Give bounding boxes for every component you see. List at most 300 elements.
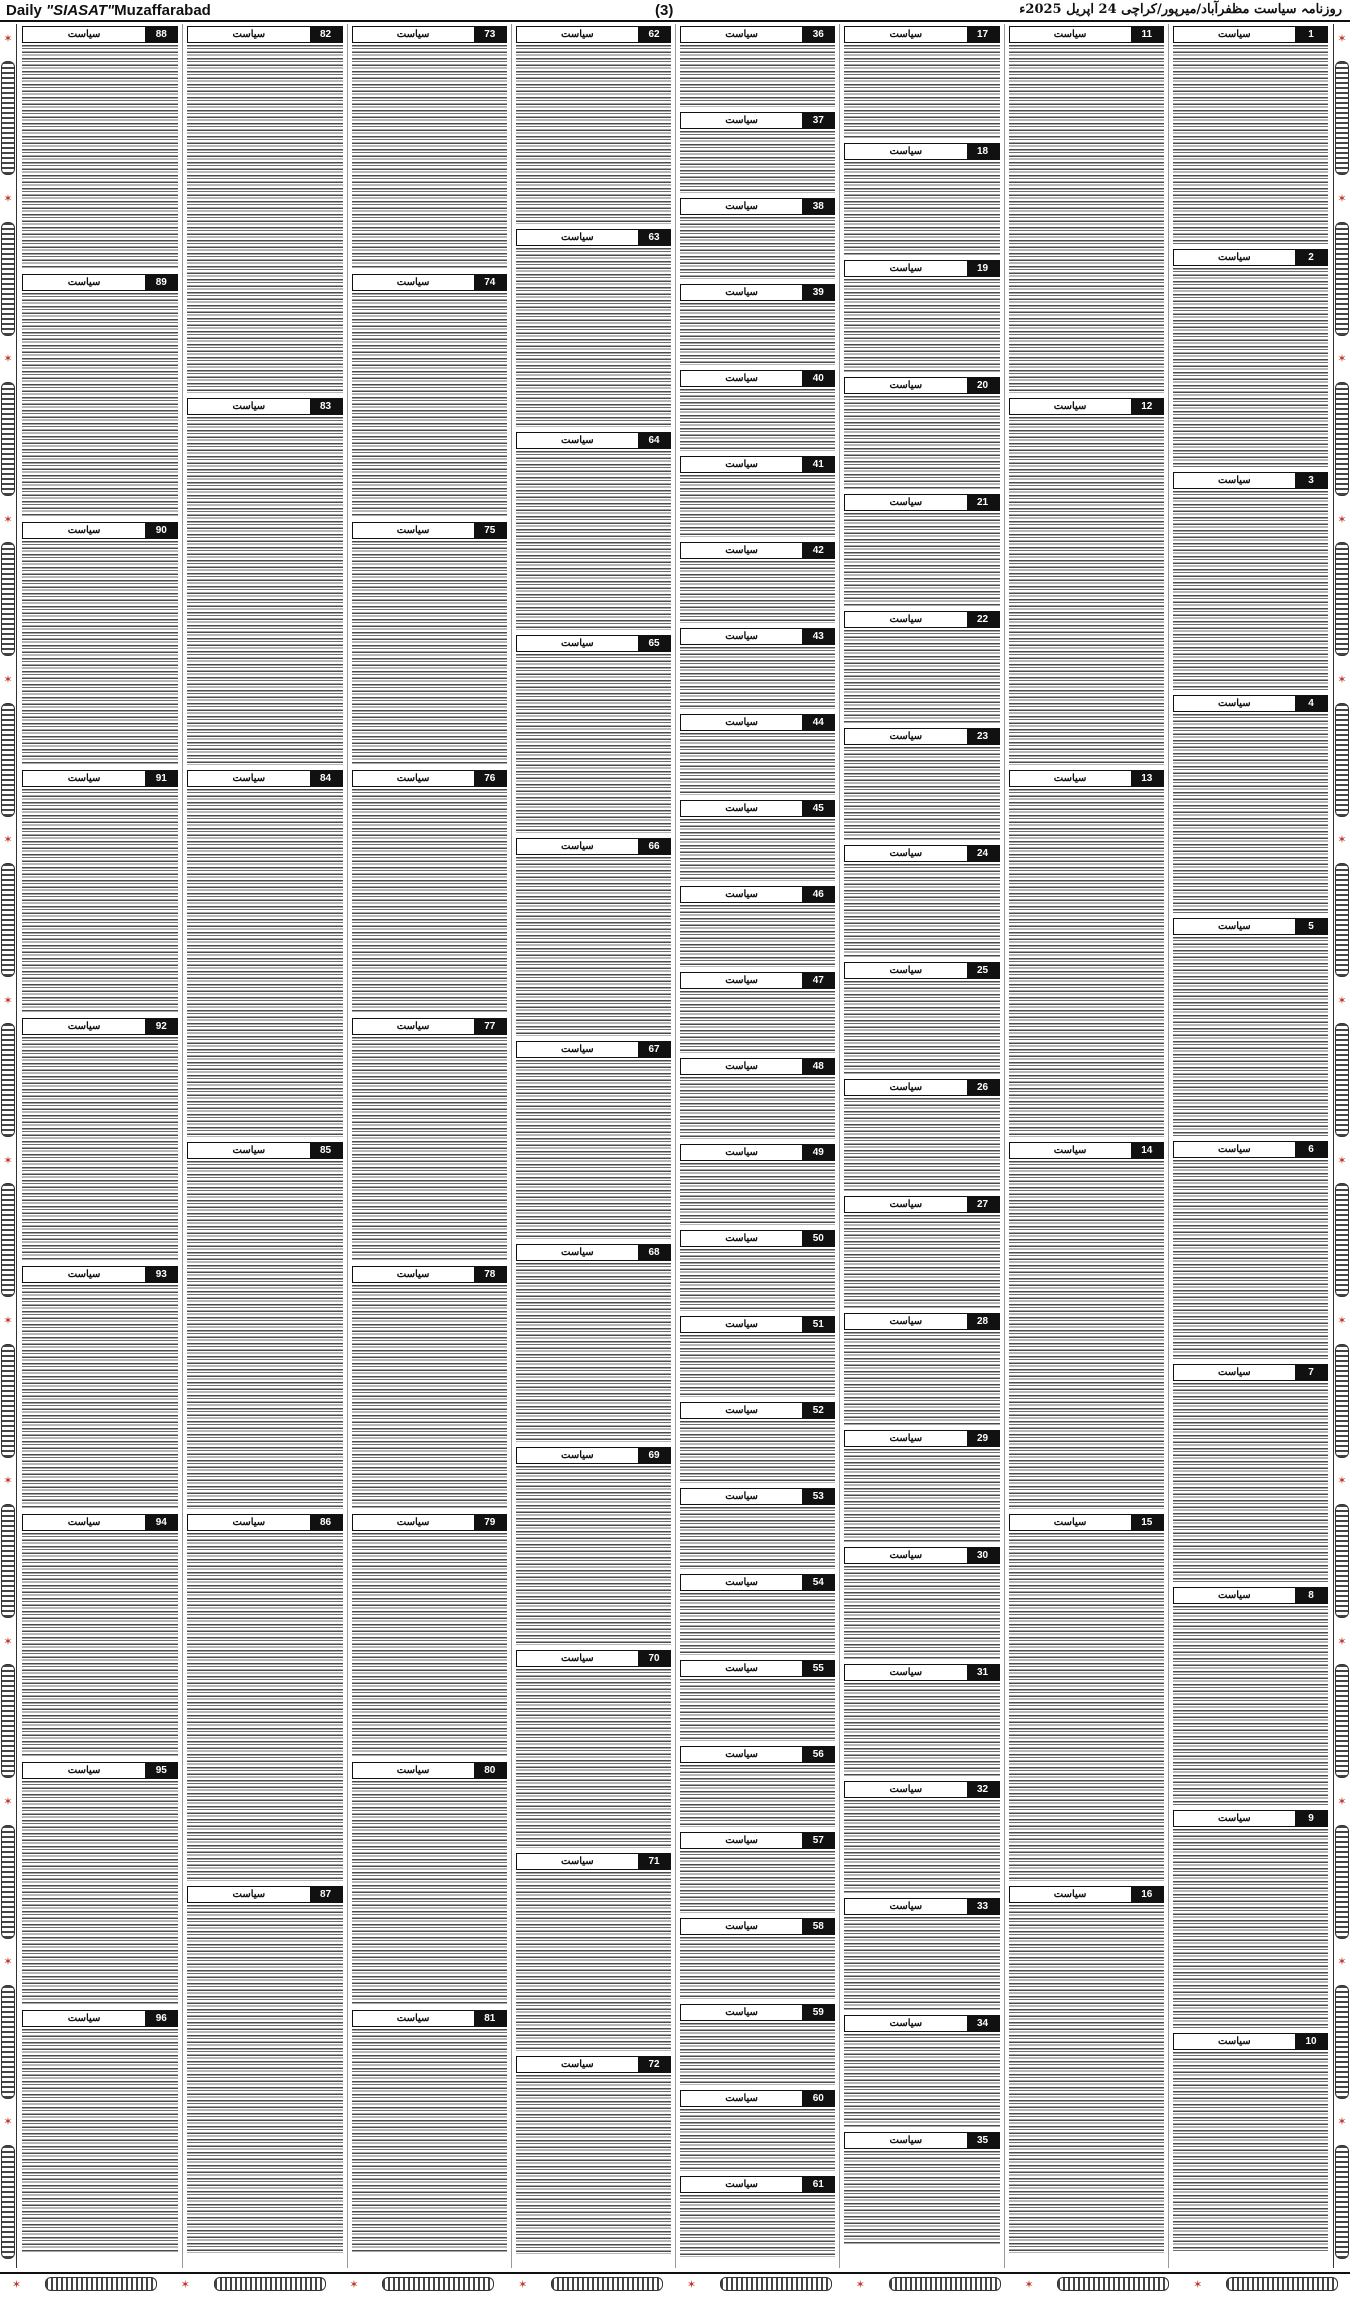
notice-logo: سیاست (561, 841, 594, 852)
masthead (0, 0, 1350, 22)
notice-number: 60 (802, 2091, 834, 2106)
notice-number: 72 (638, 2057, 670, 2072)
notice-logo: سیاست (1218, 1813, 1251, 1824)
notice-header (187, 1886, 342, 1903)
star-ornament-icon: ✶ (1337, 993, 1347, 1007)
border-badge-ornament (1, 1504, 15, 1618)
notice-logo: سیاست (67, 773, 101, 784)
notice-item (516, 1447, 671, 1645)
notice-item (680, 1402, 835, 1483)
notice-item (22, 1514, 178, 1757)
notice-header (187, 26, 342, 43)
notice-header (516, 229, 671, 246)
notice-header (187, 1514, 342, 1531)
notice-logo: سیاست (67, 1517, 101, 1528)
border-badge-ornament (1, 1344, 15, 1458)
notice-header (844, 1781, 999, 1798)
notice-item (680, 1746, 835, 1827)
border-badge-ornament (1335, 382, 1349, 496)
column-8 (18, 24, 182, 2268)
notice-body-text (1009, 1533, 1164, 1881)
star-ornament-icon: ✶ (3, 1955, 13, 1969)
notice-logo: سیاست (889, 1901, 923, 1912)
footer-badge-ornament (720, 2277, 832, 2291)
notice-item (680, 2004, 835, 2085)
notice-number: 52 (802, 1403, 834, 1418)
notice-item (1009, 1142, 1164, 1509)
border-badge-ornament (1335, 542, 1349, 656)
border-badge-ornament (1335, 222, 1349, 336)
notice-header (352, 522, 507, 539)
notice-logo: سیاست (725, 545, 758, 556)
notice-body-text (1009, 1905, 1164, 2253)
notice-item (844, 611, 999, 723)
notice-item (516, 1853, 671, 2051)
notice-header (1173, 249, 1328, 266)
notice-logo: سیاست (725, 975, 758, 986)
border-badge-ornament (1, 1825, 15, 1939)
star-ornament-icon: ✶ (3, 1474, 13, 1488)
notice-item (680, 112, 835, 193)
border-badge-ornament (1, 1183, 15, 1297)
notice-body-text (516, 1872, 671, 2051)
notice-logo: سیاست (1218, 252, 1251, 263)
notice-logo: سیاست (396, 1517, 430, 1528)
notice-item (680, 800, 835, 881)
notice-header (1173, 1364, 1328, 1381)
notice-logo: سیاست (232, 1145, 266, 1156)
notice-logo: سیاست (1218, 1590, 1251, 1601)
article-columns (18, 24, 1332, 2268)
notice-body-text (844, 864, 999, 957)
notice-header (844, 377, 999, 394)
notice-logo: سیاست (1053, 401, 1087, 412)
notice-body-text (844, 1683, 999, 1776)
notice-number: 28 (967, 1314, 999, 1329)
star-ornament-icon: ✶ (3, 352, 13, 366)
notice-logo: سیاست (396, 525, 430, 536)
notice-header (1173, 1587, 1328, 1604)
notice-logo: سیاست (725, 2007, 758, 2018)
notice-item (516, 1244, 671, 1442)
notice-logo: سیاست (561, 2059, 594, 2070)
notice-header (680, 198, 835, 215)
notice-header (1009, 1886, 1164, 1903)
notice-body-text (187, 1161, 342, 1509)
border-badge-ornament (1335, 1183, 1349, 1297)
notice-item (1173, 1141, 1328, 1359)
notice-number: 85 (310, 1143, 342, 1158)
notice-item (680, 284, 835, 365)
notice-item (22, 274, 178, 517)
notice-header (680, 1574, 835, 1591)
notice-number: 36 (802, 27, 834, 42)
notice-logo: سیاست (67, 525, 101, 536)
notice-logo: سیاست (725, 201, 758, 212)
notice-item (1173, 918, 1328, 1136)
notice-item (1173, 472, 1328, 690)
notice-body-text (1009, 1161, 1164, 1509)
notice-body-text (1173, 1160, 1328, 1359)
notice-body-text (352, 293, 507, 517)
notice-number: 15 (1131, 1515, 1163, 1530)
notice-item (844, 1430, 999, 1542)
notice-logo: سیاست (725, 1577, 758, 1588)
notice-number: 27 (967, 1197, 999, 1212)
notice-logo: سیاست (889, 380, 923, 391)
notice-item (680, 628, 835, 709)
border-badge-ornament (1335, 61, 1349, 175)
notice-item (680, 1574, 835, 1655)
notice-number: 94 (145, 1515, 177, 1530)
star-ornament-icon: ✶ (349, 2277, 359, 2291)
notice-logo: سیاست (889, 1199, 923, 1210)
star-ornament-icon: ✶ (1193, 2277, 1203, 2291)
star-ornament-icon: ✶ (3, 993, 13, 1007)
notice-body-text (516, 2075, 671, 2254)
notice-body-text (680, 1077, 835, 1139)
notice-item (1173, 695, 1328, 913)
notice-item (844, 143, 999, 255)
notice-header (844, 728, 999, 745)
notice-header (22, 1762, 178, 1779)
notice-body-text (844, 1098, 999, 1191)
notice-body-text (1173, 714, 1328, 913)
notice-header (680, 370, 835, 387)
border-badge-ornament (1335, 2145, 1349, 2259)
notice-logo: سیاست (396, 1021, 430, 1032)
notice-item (1173, 1587, 1328, 1805)
notice-body-text (844, 45, 999, 138)
notice-item (516, 635, 671, 833)
notice-logo: سیاست (725, 631, 758, 642)
notice-header (1173, 918, 1328, 935)
border-badge-ornament (1335, 1504, 1349, 1618)
notice-number: 91 (145, 771, 177, 786)
star-ornament-icon: ✶ (3, 31, 13, 45)
notice-number: 73 (474, 27, 506, 42)
notice-number: 26 (967, 1080, 999, 1095)
notice-number: 48 (802, 1059, 834, 1074)
notice-body-text (680, 1335, 835, 1397)
notice-header (844, 1898, 999, 1915)
notice-body-text (352, 2029, 507, 2253)
notice-header (516, 1041, 671, 1058)
notice-header (1009, 26, 1164, 43)
notice-number: 33 (967, 1899, 999, 1914)
border-badge-ornament (1, 542, 15, 656)
notice-body-text (1173, 1383, 1328, 1582)
notice-number: 14 (1131, 1143, 1163, 1158)
notice-number: 83 (310, 399, 342, 414)
star-ornament-icon: ✶ (3, 1634, 13, 1648)
masthead-urdu-title: روزنامہ سیاست مظفرآباد/میرپور/کراچی 24 اپریل 2025ء (1019, 2, 1342, 17)
notice-number: 7 (1295, 1365, 1327, 1380)
notice-logo: سیاست (889, 263, 923, 274)
notice-number: 4 (1295, 696, 1327, 711)
notice-item (844, 1196, 999, 1308)
notice-item (844, 494, 999, 606)
notice-header (22, 2010, 178, 2027)
notice-logo: سیاست (889, 1433, 923, 1444)
star-ornament-icon: ✶ (1024, 2277, 1034, 2291)
notice-item (844, 1898, 999, 2010)
notice-logo: سیاست (1053, 1145, 1087, 1156)
notice-item (352, 2010, 507, 2253)
notice-item (844, 1079, 999, 1191)
notice-body-text (844, 1917, 999, 2010)
notice-header (22, 1514, 178, 1531)
notice-header (680, 1746, 835, 1763)
notice-header (1009, 398, 1164, 415)
notice-header (187, 770, 342, 787)
notice-body-text (680, 475, 835, 537)
notice-logo: سیاست (67, 29, 101, 40)
notice-logo: سیاست (725, 287, 758, 298)
column-2 (1004, 24, 1168, 2268)
notice-header (844, 143, 999, 160)
notice-body-text (1173, 45, 1328, 244)
notice-number: 64 (638, 433, 670, 448)
notice-item (844, 1313, 999, 1425)
notice-body-text (1173, 268, 1328, 467)
column-7 (182, 24, 346, 2268)
notice-header (680, 800, 835, 817)
notice-body-text (22, 1285, 178, 1509)
notice-item (187, 26, 342, 393)
notice-header (187, 1142, 342, 1159)
notice-item (844, 377, 999, 489)
page-frame (0, 24, 1350, 2268)
border-badge-ornament (1335, 703, 1349, 817)
notice-body-text (22, 45, 178, 269)
notice-body-text (187, 1905, 342, 2253)
notice-number: 66 (638, 839, 670, 854)
star-ornament-icon: ✶ (1337, 1314, 1347, 1328)
city-label: Muzaffarabad (114, 2, 211, 19)
notice-header (680, 1660, 835, 1677)
notice-number: 61 (802, 2177, 834, 2192)
notice-item (680, 1488, 835, 1569)
notice-body-text (22, 1533, 178, 1757)
star-ornament-icon: ✶ (1337, 1794, 1347, 1808)
notice-logo: سیاست (725, 1405, 758, 1416)
notice-item (1173, 1810, 1328, 2028)
notice-header (680, 1316, 835, 1333)
notice-header (680, 628, 835, 645)
notice-logo: سیاست (561, 1450, 594, 1461)
footer-badge-ornament (1057, 2277, 1169, 2291)
notice-header (1173, 1141, 1328, 1158)
notice-header (352, 1266, 507, 1283)
notice-item (1009, 770, 1164, 1137)
notice-header (516, 1650, 671, 1667)
notice-logo: سیاست (725, 1835, 758, 1846)
notice-item (516, 1650, 671, 1848)
notice-header (680, 26, 835, 43)
footer-badge-ornament (889, 2277, 1001, 2291)
notice-header (844, 2015, 999, 2032)
notice-logo: سیاست (725, 1061, 758, 1072)
notice-header (516, 432, 671, 449)
notice-header (680, 284, 835, 301)
notice-body-text (187, 45, 342, 393)
notice-body-text (844, 1449, 999, 1542)
notice-item (22, 770, 178, 1013)
notice-number: 30 (967, 1548, 999, 1563)
notice-logo: سیاست (889, 1550, 923, 1561)
notice-body-text (680, 2023, 835, 2085)
star-ornament-icon: ✶ (3, 833, 13, 847)
notice-number: 59 (802, 2005, 834, 2020)
notice-body-text (516, 1263, 671, 1442)
notice-number: 78 (474, 1267, 506, 1282)
notice-item (680, 1918, 835, 1999)
notice-number: 57 (802, 1833, 834, 1848)
notice-logo: سیاست (1218, 29, 1251, 40)
notice-logo: سیاست (561, 1247, 594, 1258)
notice-body-text (844, 513, 999, 606)
notice-body-text (680, 2109, 835, 2171)
notice-item (187, 398, 342, 765)
notice-item (844, 1781, 999, 1893)
border-badge-ornament (1335, 1023, 1349, 1137)
notice-header (680, 1058, 835, 1075)
notice-body-text (680, 1851, 835, 1913)
notice-header (680, 1402, 835, 1419)
star-ornament-icon: ✶ (11, 2277, 22, 2291)
notice-item (680, 714, 835, 795)
notice-number: 45 (802, 801, 834, 816)
notice-header (680, 886, 835, 903)
star-ornament-icon: ✶ (3, 672, 13, 686)
notice-item (352, 1266, 507, 1509)
footer-badge-ornament (551, 2277, 663, 2291)
notice-logo: سیاست (67, 1021, 101, 1032)
notice-number: 2 (1295, 250, 1327, 265)
star-ornament-icon: ✶ (3, 2115, 13, 2129)
star-ornament-icon: ✶ (180, 2277, 190, 2291)
notice-item (516, 432, 671, 630)
notice-item (187, 770, 342, 1137)
notice-header (352, 770, 507, 787)
notice-header (22, 770, 178, 787)
notice-logo: سیاست (889, 497, 923, 508)
notice-body-text (680, 1421, 835, 1483)
notice-number: 20 (967, 378, 999, 393)
notice-logo: سیاست (561, 232, 594, 243)
notice-logo: سیاست (232, 1517, 266, 1528)
notice-body-text (1173, 2052, 1328, 2251)
notice-number: 87 (310, 1887, 342, 1902)
notice-header (844, 1313, 999, 1330)
notice-logo: سیاست (1218, 475, 1251, 486)
notice-item (680, 1660, 835, 1741)
notice-body-text (844, 1332, 999, 1425)
notice-header (680, 1488, 835, 1505)
notice-body-text (187, 1533, 342, 1881)
notice-item (352, 274, 507, 517)
notice-number: 44 (802, 715, 834, 730)
notice-header (516, 1244, 671, 1261)
notice-item (516, 838, 671, 1036)
border-badge-ornament (1335, 1985, 1349, 2099)
notice-number: 32 (967, 1782, 999, 1797)
notice-body-text (352, 1285, 507, 1509)
border-badge-ornament (1, 2145, 15, 2259)
notice-number: 39 (802, 285, 834, 300)
star-ornament-icon: ✶ (3, 1314, 13, 1328)
notice-number: 13 (1131, 771, 1163, 786)
border-badge-ornament (1335, 1825, 1349, 1939)
notice-logo: سیاست (561, 1856, 594, 1867)
notice-header (844, 1196, 999, 1213)
notice-logo: سیاست (1053, 1517, 1087, 1528)
notice-body-text (22, 293, 178, 517)
notice-logo: سیاست (1053, 29, 1087, 40)
notice-body-text (352, 789, 507, 1013)
star-ornament-icon: ✶ (1337, 192, 1347, 206)
brand-name: "SIASAT" (46, 2, 115, 19)
notice-header (22, 26, 178, 43)
notice-header (352, 1762, 507, 1779)
notice-logo: سیاست (561, 1653, 594, 1664)
notice-logo: سیاست (725, 889, 758, 900)
notice-logo: سیاست (725, 115, 758, 126)
notice-body-text (352, 45, 507, 269)
notice-body-text (680, 1249, 835, 1311)
notice-body-text (680, 389, 835, 451)
star-ornament-icon: ✶ (1337, 512, 1347, 526)
notice-item (516, 1041, 671, 1239)
notice-number: 96 (145, 2011, 177, 2026)
notice-item (1009, 26, 1164, 393)
notice-number: 58 (802, 1919, 834, 1934)
page-number: (3) (655, 2, 674, 19)
notice-header (352, 274, 507, 291)
notice-logo: سیاست (232, 773, 266, 784)
page-footer (0, 2272, 1350, 2294)
notice-header (22, 1018, 178, 1035)
notice-body-text (1173, 937, 1328, 1136)
notice-number: 29 (967, 1431, 999, 1446)
star-ornament-icon: ✶ (3, 512, 13, 526)
star-ornament-icon: ✶ (1337, 31, 1347, 45)
notice-logo: سیاست (232, 29, 266, 40)
notice-number: 77 (474, 1019, 506, 1034)
notice-header (844, 1430, 999, 1447)
notice-number: 21 (967, 495, 999, 510)
notice-item (1009, 1886, 1164, 2253)
notice-number: 47 (802, 973, 834, 988)
notice-number: 17 (967, 27, 999, 42)
notice-logo: سیاست (725, 459, 758, 470)
star-ornament-icon: ✶ (1337, 2115, 1347, 2129)
notice-body-text (680, 819, 835, 881)
notice-header (844, 260, 999, 277)
notice-header (1173, 472, 1328, 489)
star-ornament-icon: ✶ (1337, 1634, 1347, 1648)
column-4 (675, 24, 839, 2268)
notice-body-text (844, 279, 999, 372)
notice-body-text (22, 541, 178, 765)
notice-header (1173, 1810, 1328, 1827)
notice-header (680, 542, 835, 559)
notice-logo: سیاست (396, 29, 430, 40)
notice-logo: سیاست (561, 638, 594, 649)
notice-body-text (516, 857, 671, 1036)
notice-logo: سیاست (561, 29, 594, 40)
